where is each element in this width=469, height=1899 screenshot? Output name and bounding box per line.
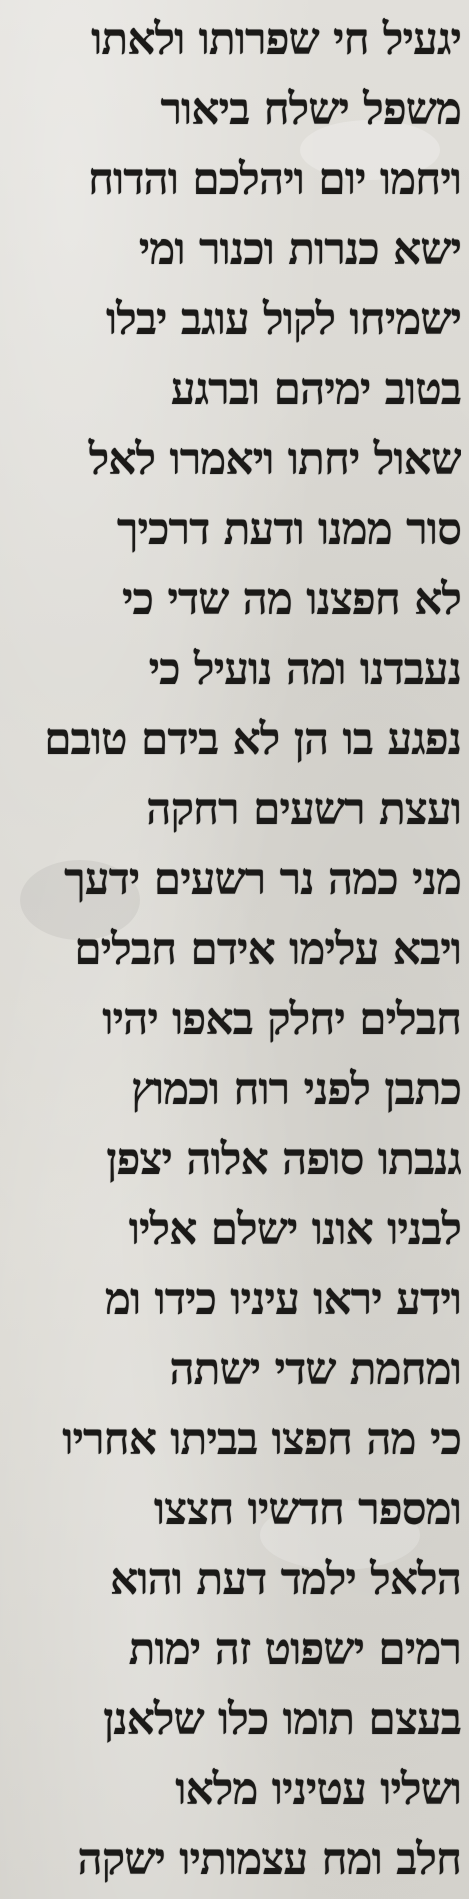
text-line: ומספר חדשיו חצצו <box>153 1484 461 1535</box>
text-line: חבלים יחלק באפו יהיו <box>102 994 461 1045</box>
text-line: לא חפצנו מה שדי כי <box>122 574 461 625</box>
text-line: נפגע בו הן לא בידם טובם <box>44 714 461 765</box>
text-line: מני כמה נר רשעים ידעך <box>64 854 461 905</box>
text-line: סור ממנו ודעת דרכיך <box>116 504 461 555</box>
text-line: הלאל ילמד דעת והוא <box>109 1554 461 1605</box>
text-line: גנבתו סופה אלוה יצפן <box>106 1134 461 1185</box>
text-line: ושליו עטיניו מלאו <box>175 1764 461 1815</box>
text-line: בטוב ימיהם וברגע <box>170 364 461 415</box>
text-line: נעבדנו ומה נועיל כי <box>148 644 461 695</box>
text-line: ישא כנרות וכנור ומי <box>138 224 461 275</box>
text-line: משפל ישלח ביאור <box>160 84 461 135</box>
text-line: שאול יחתו ויאמרו לאל <box>88 434 461 485</box>
text-line: ועצת רשעים רחקה <box>146 784 461 835</box>
text-line: בעצם תומו כלו שלאנן <box>103 1694 461 1745</box>
text-line: ישמיחו לקול עוגב יבלו <box>106 294 461 345</box>
text-line: ויבא עלימו אידם חבלים <box>74 924 461 975</box>
text-line: כי מה חפצו בביתו אחריו <box>62 1414 461 1465</box>
text-line: יגעיל חי שפרותו ולאתו <box>91 14 461 65</box>
text-line: ומחמת שדי ישתה <box>169 1344 461 1395</box>
text-line: וידע יראו עיניו כידו ומ <box>104 1274 461 1325</box>
text-line: חלב ומח עצמותיו ישקה <box>77 1834 461 1885</box>
text-line: כתבן לפני רוח וכמוץ <box>130 1064 461 1115</box>
text-line: ויחמו יום ויהלכם והדוח <box>87 154 461 205</box>
text-line: רמים ישפוט זה ימות <box>128 1624 461 1675</box>
text-line: לבניו אונו ישלם אליו <box>128 1204 461 1255</box>
